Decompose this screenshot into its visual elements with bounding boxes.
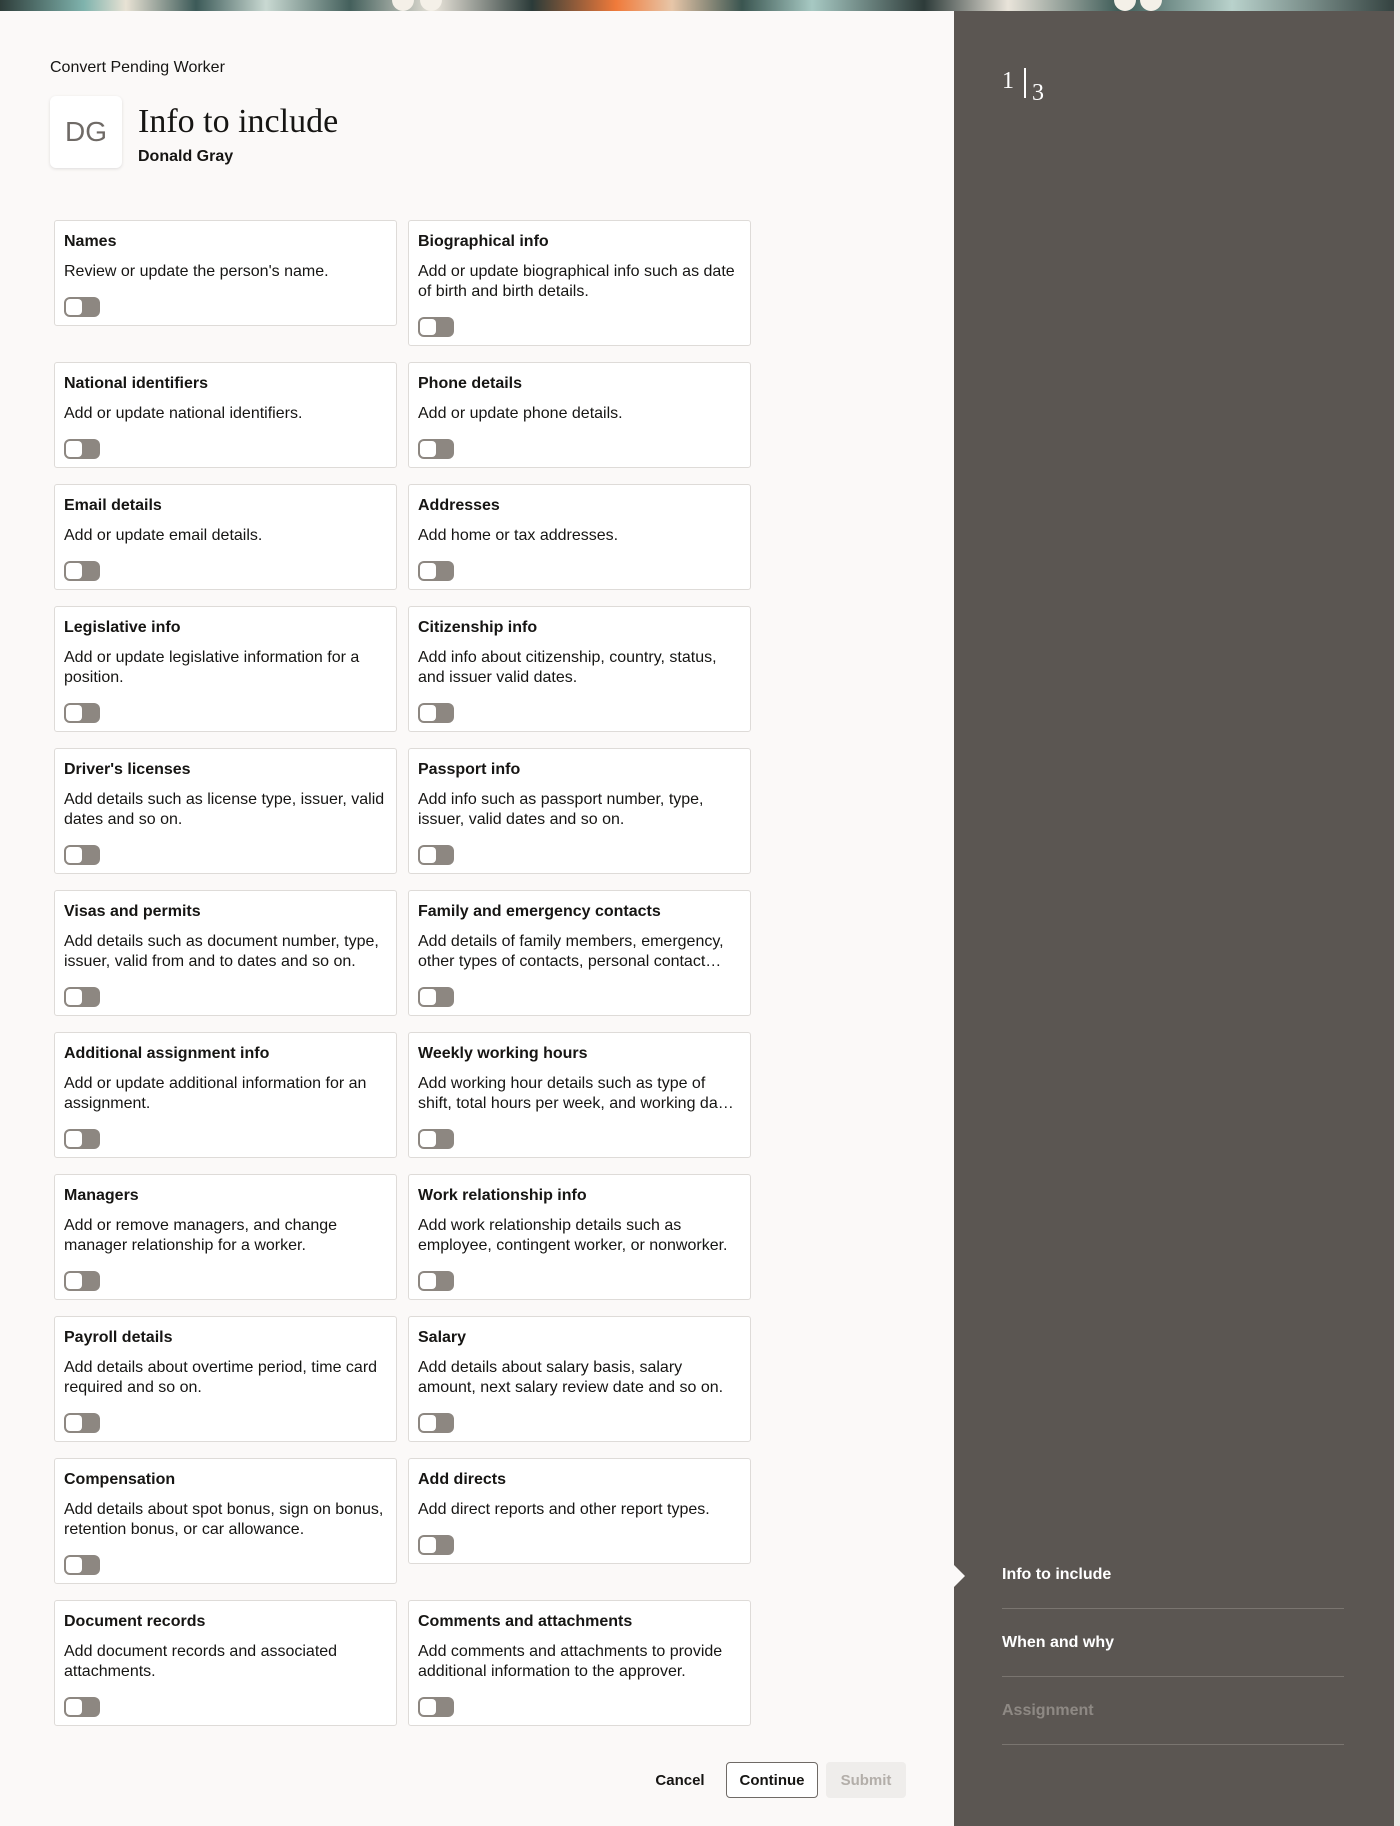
breadcrumb: Convert Pending Worker — [50, 59, 225, 76]
card-managers — [54, 1174, 397, 1300]
card-title: Phone details — [418, 375, 523, 392]
toggle-salary[interactable] — [418, 1413, 454, 1433]
card-desc: Add info about citizenship, country, status, and issuer valid dates. — [418, 649, 717, 686]
current-step-pointer — [954, 1565, 965, 1587]
toggle-weekly-working-hours[interactable] — [418, 1129, 454, 1149]
card-addresses — [408, 484, 751, 590]
step-label: Info to include — [1002, 1565, 1112, 1583]
card-desc: Add document records and associated attachments. — [64, 1643, 338, 1680]
toggle-visas-and-permits[interactable] — [64, 987, 100, 1007]
card-visas-and-permits — [54, 890, 397, 1016]
card-phone-details — [408, 362, 751, 468]
card-title: Email details — [64, 497, 162, 514]
card-desc: Review or update the person's name. — [64, 263, 329, 280]
card-drivers-licenses — [54, 748, 397, 874]
card-citizenship-info — [408, 606, 751, 732]
decorative-banner — [0, 0, 1400, 11]
card-title: Additional assignment info — [64, 1045, 270, 1062]
step-total: 3 — [1032, 80, 1044, 106]
card-title: Addresses — [418, 497, 500, 514]
card-title: Driver's licenses — [64, 761, 191, 778]
card-desc: Add working hour details such as type of shift, total hours per week, and working da… — [418, 1075, 734, 1112]
card-desc: Add info such as passport number, type, issuer, valid dates and so on. — [418, 791, 704, 828]
card-biographical-info — [408, 220, 751, 346]
card-passport-info — [408, 748, 751, 874]
toggle-work-relationship-info[interactable] — [418, 1271, 454, 1291]
toggle-passport-info[interactable] — [418, 845, 454, 865]
toggle-compensation[interactable] — [64, 1555, 100, 1575]
toggle-phone-details[interactable] — [418, 439, 454, 459]
continue-button[interactable]: Continue — [726, 1762, 818, 1798]
step-separator — [1024, 68, 1026, 98]
toggle-payroll-details[interactable] — [64, 1413, 100, 1433]
card-desc: Add details about salary basis, salary amount, next salary review date and so on. — [418, 1359, 724, 1396]
card-title: Weekly working hours — [418, 1045, 588, 1062]
step-current: 1 — [1002, 68, 1014, 94]
toggle-additional-assignment-info[interactable] — [64, 1129, 100, 1149]
toggle-family-and-emergency-contacts[interactable] — [418, 987, 454, 1007]
card-desc: Add home or tax addresses. — [418, 527, 619, 544]
card-compensation — [54, 1458, 397, 1584]
card-salary — [408, 1316, 751, 1442]
card-title: Biographical info — [418, 233, 549, 250]
toggle-email-details[interactable] — [64, 561, 100, 581]
card-email-details — [54, 484, 397, 590]
card-desc: Add or update additional information for an assignment. — [64, 1075, 367, 1112]
card-desc: Add details about overtime period, time card required and so on. — [64, 1359, 378, 1396]
card-add-directs — [408, 1458, 751, 1564]
step-info-to-include[interactable] — [1002, 1541, 1344, 1609]
card-names — [54, 220, 397, 326]
window-edge — [1394, 0, 1400, 1826]
card-desc: Add work relationship details such as employee, contingent worker, or nonworker. — [418, 1217, 728, 1254]
step-label: Assignment — [1002, 1701, 1094, 1719]
card-desc: Add comments and attachments to provide additional information to the approver. — [418, 1643, 723, 1680]
toggle-national-identifiers[interactable] — [64, 439, 100, 459]
card-desc: Add or update national identifiers. — [64, 405, 303, 422]
card-weekly-working-hours — [408, 1032, 751, 1158]
card-desc: Add details such as license type, issuer, valid dates and so on. — [64, 791, 385, 828]
card-title: Work relationship info — [418, 1187, 587, 1204]
card-desc: Add or update phone details. — [418, 405, 623, 422]
card-title: National identifiers — [64, 375, 209, 392]
avatar: DG — [50, 96, 122, 168]
toggle-drivers-licenses[interactable] — [64, 845, 100, 865]
card-desc: Add details such as document number, type, issuer, valid from and to dates and so on. — [64, 933, 379, 970]
toggle-add-directs[interactable] — [418, 1535, 454, 1555]
card-national-identifiers — [54, 362, 397, 468]
card-desc: Add or update biographical info such as date of birth and birth details. — [418, 263, 735, 300]
toggle-names[interactable] — [64, 297, 100, 317]
card-title: Compensation — [64, 1471, 176, 1488]
toggle-managers[interactable] — [64, 1271, 100, 1291]
card-title: Legislative info — [64, 619, 181, 636]
toggle-legislative-info[interactable] — [64, 703, 100, 723]
card-title: Salary — [418, 1329, 467, 1346]
toggle-comments-and-attachments[interactable] — [418, 1697, 454, 1717]
toggle-addresses[interactable] — [418, 561, 454, 581]
card-title: Add directs — [418, 1471, 507, 1488]
card-desc: Add or update email details. — [64, 527, 263, 544]
card-title: Comments and attachments — [418, 1613, 633, 1630]
card-desc: Add or remove managers, and change manager relationship for a worker. — [64, 1217, 338, 1254]
submit-button[interactable]: Submit — [826, 1762, 906, 1798]
card-title: Family and emergency contacts — [418, 903, 661, 920]
step-when-and-why[interactable] — [1002, 1609, 1344, 1677]
toggle-citizenship-info[interactable] — [418, 703, 454, 723]
card-desc: Add details about spot bonus, sign on bonus, retention bonus, or car allowance. — [64, 1501, 384, 1538]
card-payroll-details — [54, 1316, 397, 1442]
card-legislative-info — [54, 606, 397, 732]
card-title: Names — [64, 233, 117, 250]
step-assignment — [1002, 1677, 1344, 1745]
card-family-and-emergency-contacts — [408, 890, 751, 1016]
card-additional-assignment-info — [54, 1032, 397, 1158]
person-name: Donald Gray — [138, 148, 234, 165]
card-title: Payroll details — [64, 1329, 173, 1346]
toggle-document-records[interactable] — [64, 1697, 100, 1717]
card-document-records — [54, 1600, 397, 1726]
cancel-button[interactable]: Cancel — [648, 1762, 712, 1798]
card-desc: Add or update legislative information for a position. — [64, 649, 360, 686]
card-title: Document records — [64, 1613, 206, 1630]
card-title: Passport info — [418, 761, 521, 778]
toggle-biographical-info[interactable] — [418, 317, 454, 337]
page-title: Info to include — [138, 103, 339, 140]
card-work-relationship-info — [408, 1174, 751, 1300]
card-desc: Add direct reports and other report types. — [418, 1501, 710, 1518]
card-title: Managers — [64, 1187, 139, 1204]
card-comments-and-attachments — [408, 1600, 751, 1726]
step-label: When and why — [1002, 1633, 1114, 1651]
card-desc: Add details of family members, emergency, other types of contacts, personal contact… — [418, 933, 724, 970]
card-title: Visas and permits — [64, 903, 201, 920]
card-title: Citizenship info — [418, 619, 538, 636]
